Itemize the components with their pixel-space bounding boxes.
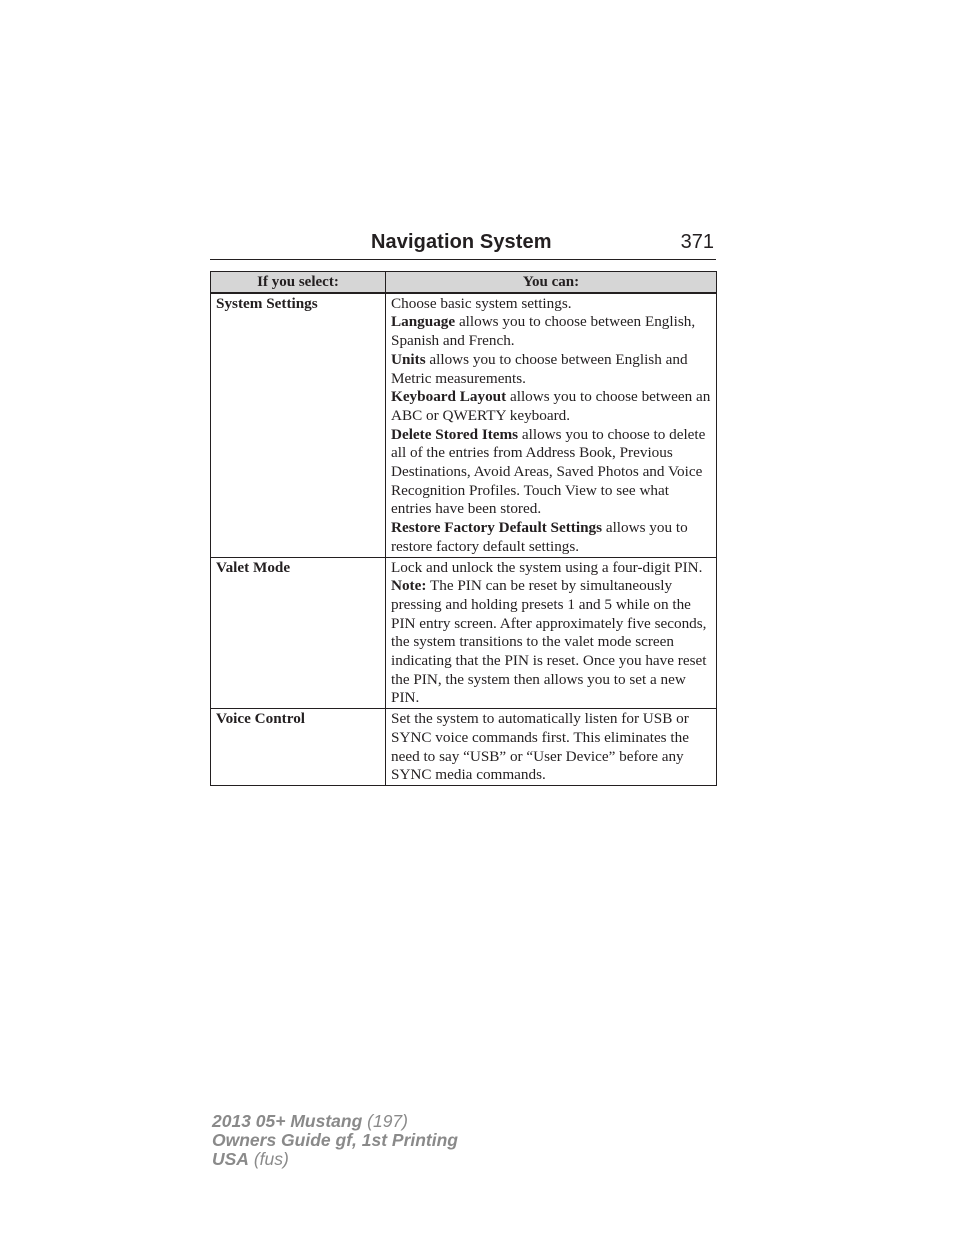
footer-line-model: 2013 05+ Mustang (197): [212, 1111, 408, 1131]
table-row-valet-mode: [211, 557, 717, 709]
description-paragraph: Set the system to automatically listen for USB or SYNC voice commands first. This eliminates the need to say “USB” or “User Device” before any SYNC media commands.: [391, 710, 689, 784]
row-description: [386, 709, 717, 786]
description-paragraph: Units allows you to choose between English and Metric measurements.: [391, 350, 688, 387]
table-header-row: [211, 272, 717, 293]
description-paragraph: Language allows you to choose between English, Spanish and French.: [391, 313, 696, 350]
description-paragraph: Delete Stored Items allows you to choose to delete all of the entries from Address Book, Previous Destinations, Avoid Areas, Saved Photos and Voice Recognition Profiles. Touch View to see what entries have been stored.: [391, 425, 706, 518]
description-paragraph: Restore Factory Default Settings allows you to restore factory default settings.: [391, 519, 688, 555]
row-description: [386, 557, 717, 709]
description-paragraph: Lock and unlock the system using a four-digit PIN.: [391, 558, 703, 576]
settings-table: [210, 271, 717, 786]
table-row-system-settings: [211, 293, 717, 557]
column-header-select: If you select:: [211, 272, 386, 293]
page-title: Navigation System: [371, 231, 552, 253]
footer-line-edition: Owners Guide gf, 1st Printing: [212, 1130, 458, 1150]
table-row-voice-control: [211, 709, 717, 786]
page-header: [210, 226, 716, 260]
row-select-label: Valet Mode: [211, 557, 386, 709]
row-description: [386, 293, 717, 557]
description-paragraph: Choose basic system settings.: [391, 294, 572, 312]
footer-line-market: USA (fus): [212, 1149, 289, 1169]
row-select-label: Voice Control: [211, 709, 386, 786]
page-number: 371: [680, 231, 714, 253]
description-paragraph: Note: The PIN can be reset by simultaneously pressing and holding presets 1 and 5 while on the PIN entry screen. After approximately five seconds, the system transitions to the valet mode screen indicating that the PIN is reset. Once you have reset the PIN, the system then allows you to set a new PIN.: [391, 577, 707, 707]
description-paragraph: Keyboard Layout allows you to choose between an ABC or QWERTY keyboard.: [391, 388, 711, 424]
column-header-action: You can:: [386, 272, 717, 293]
row-select-label: System Settings: [211, 293, 386, 557]
document-footer: [212, 1112, 458, 1169]
